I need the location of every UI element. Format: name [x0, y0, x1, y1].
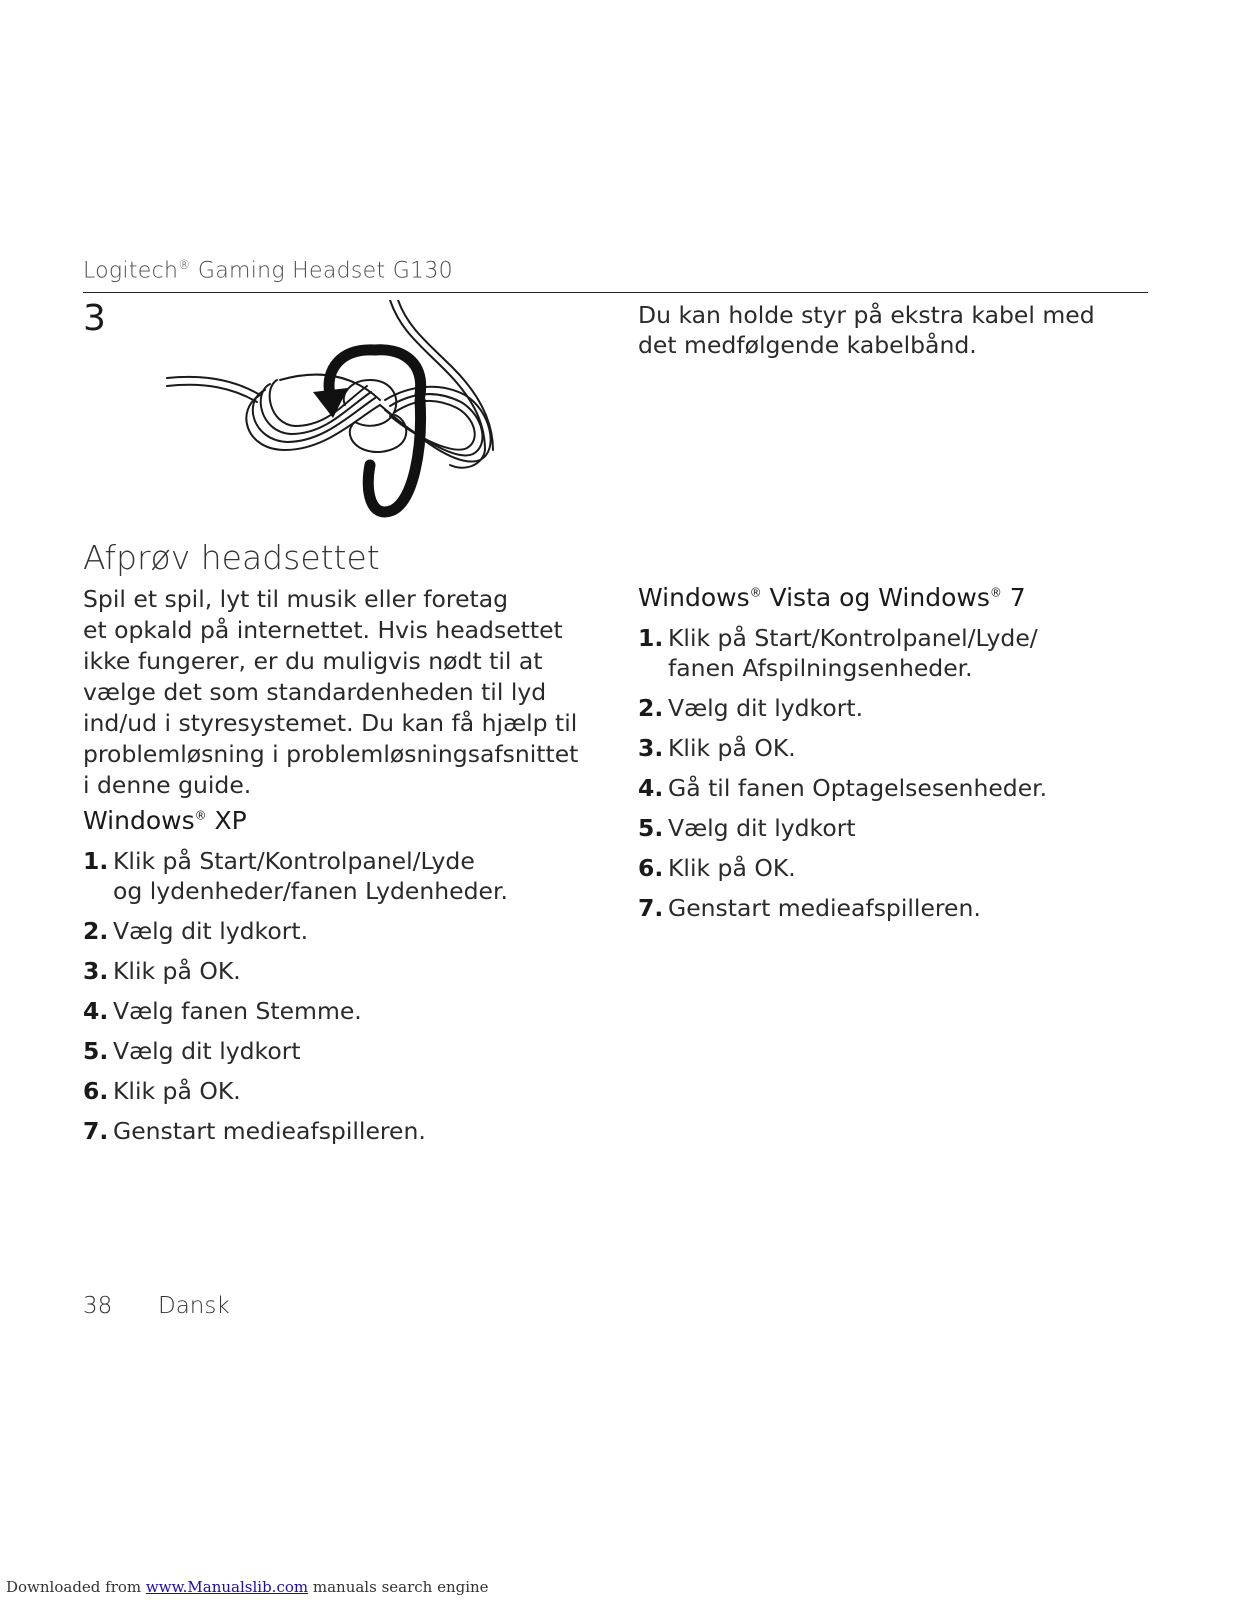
list-item — [638, 813, 1158, 843]
intro-line: vælge det som standardenheden til lyd — [83, 678, 547, 706]
step-text: Klik på OK. — [668, 734, 796, 762]
step-index: 2. — [83, 917, 109, 945]
step-text: fanen Afspilningsenheder. — [668, 654, 973, 682]
registered-mark: ® — [989, 585, 1002, 600]
footer-language: Dansk — [158, 1293, 230, 1319]
step-index: 7. — [638, 894, 664, 922]
cable-tip-text: Du kan holde styr på ekstra kabel med det medfølgende kabelbånd. — [638, 301, 1095, 359]
heading-text: Vista og Windows — [761, 583, 990, 612]
list-item — [83, 996, 603, 1026]
list-item — [83, 916, 603, 946]
header-registered-mark: ® — [178, 258, 191, 272]
list-item — [83, 1116, 603, 1146]
step-index: 5. — [83, 1037, 109, 1065]
manualslib-link[interactable]: www.Manualslib.com — [145, 1578, 309, 1596]
heading-text: 7 — [1001, 583, 1026, 612]
section-heading: Afprøv headsettet — [83, 538, 380, 577]
watermark-prefix: Downloaded from — [6, 1578, 146, 1596]
step-text: Klik på Start/Kontrolpanel/Lyde — [113, 847, 475, 875]
step-index: 4. — [638, 774, 664, 802]
registered-mark: ® — [749, 585, 762, 600]
windows-xp-heading — [83, 806, 247, 835]
heading-text: Windows — [83, 806, 195, 835]
intro-line: problemløsning i problemløsningsafsnittet — [83, 740, 579, 768]
intro-line: ind/ud i styresystemet. Du kan få hjælp til — [83, 709, 578, 737]
registered-mark: ® — [194, 808, 207, 823]
step-text: Vælg dit lydkort. — [113, 917, 309, 945]
step-text: Vælg fanen Stemme. — [113, 997, 362, 1025]
step-text: Klik på OK. — [113, 1077, 241, 1105]
header-brand: Logitech — [83, 258, 179, 284]
list-item — [638, 733, 1158, 763]
list-item — [83, 1036, 603, 1066]
step-text: Vælg dit lydkort — [668, 814, 856, 842]
step-text: Genstart medieafspilleren. — [113, 1117, 426, 1145]
step-text: Klik på Start/Kontrolpanel/Lyde/ — [668, 624, 1038, 652]
step-index: 5. — [638, 814, 664, 842]
list-item — [638, 773, 1158, 803]
step-text: og lydenheder/fanen Lydenheder. — [113, 877, 508, 905]
step-text: Klik på OK. — [668, 854, 796, 882]
step-index: 1. — [83, 847, 109, 875]
windows-vista-steps — [638, 623, 1158, 923]
step-index: 1. — [638, 624, 664, 652]
intro-line: Spil et spil, lyt til musik eller foretag — [83, 585, 509, 613]
watermark-suffix: manuals search engine — [308, 1578, 489, 1596]
heading-text: XP — [206, 806, 247, 835]
document-header — [83, 258, 453, 283]
step-text: Klik på OK. — [113, 957, 241, 985]
list-item — [638, 853, 1158, 883]
list-item — [83, 1076, 603, 1106]
windows-vista-heading — [638, 583, 1026, 612]
list-item — [638, 893, 1158, 923]
header-product: Gaming Headset G130 — [190, 258, 453, 284]
list-item — [638, 623, 1158, 683]
step-index: 6. — [638, 854, 664, 882]
cable-tie-wrapping-cable-icon — [165, 300, 505, 525]
step-index: 4. — [83, 997, 109, 1025]
list-item — [83, 846, 603, 906]
windows-xp-steps — [83, 846, 603, 1146]
step-index: 2. — [638, 694, 664, 722]
step-index: 6. — [83, 1077, 109, 1105]
header-divider — [83, 292, 1148, 293]
list-item — [638, 693, 1158, 723]
step-index: 3. — [83, 957, 109, 985]
list-item — [83, 956, 603, 986]
step-text: Genstart medieafspilleren. — [668, 894, 981, 922]
step-index: 3. — [638, 734, 664, 762]
intro-line: et opkald på internettet. Hvis headsettet — [83, 616, 563, 644]
page-number: 38 — [83, 1293, 113, 1319]
step-index: 7. — [83, 1117, 109, 1145]
heading-text: Windows — [638, 583, 750, 612]
download-watermark — [6, 1578, 489, 1596]
intro-paragraph — [83, 584, 603, 801]
step-text: Vælg dit lydkort. — [668, 694, 864, 722]
step-number: 3 — [83, 298, 106, 339]
intro-line: i denne guide. — [83, 771, 252, 799]
intro-line: ikke fungerer, er du muligvis nødt til at — [83, 647, 543, 675]
step-text: Gå til fanen Optagelsesenheder. — [668, 774, 1048, 802]
step-text: Vælg dit lydkort — [113, 1037, 301, 1065]
